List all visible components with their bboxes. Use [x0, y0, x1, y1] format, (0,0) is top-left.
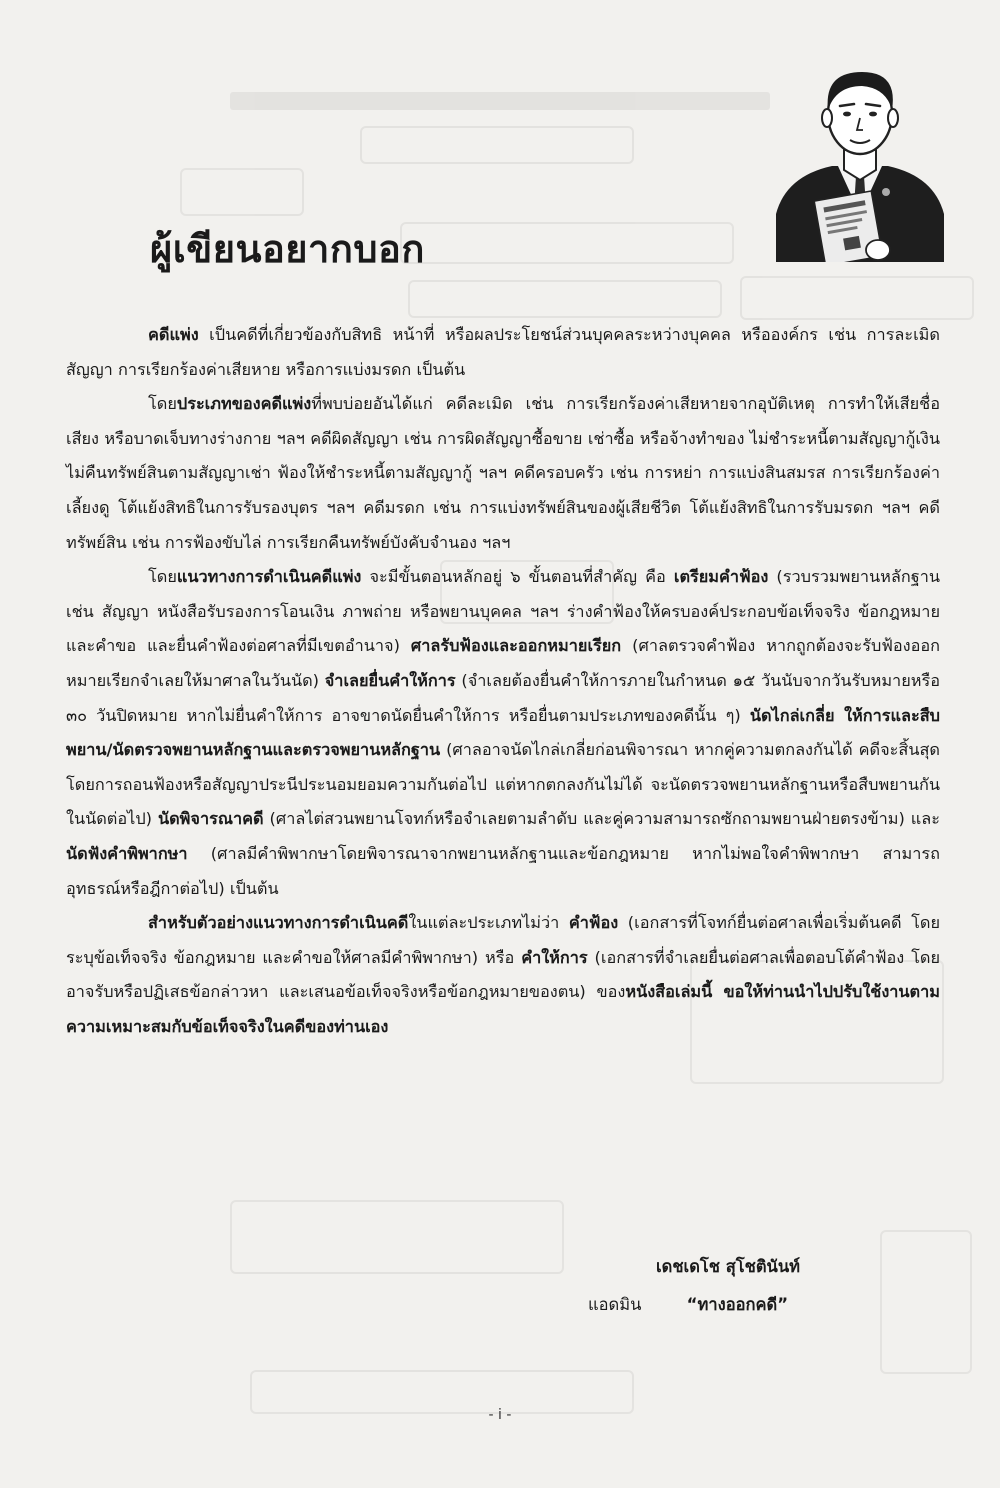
author-name: เดชเดโช สุโชตินันท์: [656, 1257, 800, 1276]
author-role-line: [588, 1292, 788, 1318]
body-text: (ศาลมีคำพิพากษาโดยพิจารณาจากพยานหลักฐานและข้อกฎหมาย หากไม่พอใจคำพิพากษา สามารถอุทธรณ์หรือฎีกาต่อไป) เป็นต้น: [66, 843, 940, 898]
body-text: จะมีขั้นตอนหลักอยู่ ๖ ขั้นตอนที่สำคัญ คือ: [361, 567, 674, 587]
bold-text: หนังสือเล่มนี้ ขอให้ท่านนำไปปรับใช้งานตามความเหมาะสมกับข้อเท็จจริงในคดีของท่านเอง: [66, 982, 940, 1036]
body-text: ที่พบบ่อยอันได้แก่ คดีละเมิด เช่น การเรียกร้องค่าเสียหายจากอุบัติเหตุ การทำให้เสียชื่อเสียง หรือบาดเจ็บทางร่างกาย ฯลฯ คดีผิดสัญญา เช่น การผิดสัญญาซื้อขาย เช่าซื้อ หรือจ้างทำของ ไม่ชำระหนี้ตามสัญญากู้เงิน ไม่คืนทรัพย์สินตามสัญญาเช่า ฟ้องให้ชำระหนี้ตามสัญญากู้ ฯลฯ คดีครอบครัว เช่น การหย่า การแบ่งสินสมรส การเรียกร้องค่าเลี้ยงดู โต้แย้งสิทธิในการรับรองบุตร ฯลฯ คดีมรดก เช่น การแบ่งทรัพย์สินของผู้เสียชีวิต โต้แย้งสิทธิในการรับมรดก ฯลฯ คดีทรัพย์สิน เช่น การฟ้องขับไล่ การเรียกคืนทรัพย์บังคับจำนอง ฯลฯ: [66, 394, 940, 552]
paragraph: [66, 560, 940, 906]
channel-name: “ทางออกคดี”: [686, 1295, 789, 1314]
body-text: โดย: [148, 394, 177, 414]
body-text: (จำเลยต้องยื่นคำให้การภายในกำหนด ๑๕ วันนับจากวันรับหมายหรือ ๓๐ วันปิดหมาย หากไม่ยื่นคำให้การ อาจขาดนัดยื่นคำให้การ หรือยื่นตามประเภทของคดีนั้น ๆ): [66, 670, 940, 725]
body-text: (รวบรวมพยานหลักฐาน เช่น สัญญา หนังสือรับรองการโอนเงิน ภาพถ่าย หรือพยานบุคคล ฯลฯ ร่างคำฟ้องให้ครบองค์ประกอบข้อเท็จจริง ข้อกฎหมาย และคำขอ และยื่นคำฟ้องต่อศาลที่มีเขตอำนาจ): [66, 567, 940, 656]
body-text: โดย: [148, 567, 177, 587]
foreword-body: [66, 318, 940, 1044]
page-heading: ผู้เขียนอยากบอก: [150, 227, 425, 271]
bold-text: แนวทางการดำเนินคดีแพ่ง: [176, 567, 362, 587]
bold-text: นัดพิจารณาคดี: [157, 809, 264, 829]
bold-text: จำเลยยื่นคำให้การ: [324, 670, 456, 690]
body-text: (เอกสารที่โจทก์ยื่นต่อศาลเพื่อเริ่มต้นคดี โดยระบุข้อเท็จจริง ข้อกฎหมาย และคำขอให้ศาลมีคำพิพากษา) หรือ: [66, 913, 940, 967]
bold-text: นัดไกล่เกลี่ย ให้การและสืบพยาน/นัดตรวจพยานหลักฐานและตรวจพยานหลักฐาน: [66, 705, 941, 760]
body-text: (ศาลอาจนัดไกล่เกลี่ยก่อนพิจารณา หากคู่ความตกลงกันได้ คดีจะสิ้นสุดโดยการถอนฟ้องหรือสัญญาประนีประนอมยอมความกันต่อไป แต่หากตกลงกันไม่ได้ จะนัดตรวจพยานหลักฐานหรือสืบพยานกันในนัดต่อไป): [66, 740, 940, 829]
body-text: เป็นคดีที่เกี่ยวข้องกับสิทธิ หน้าที่ หรือผลประโยชน์ส่วนบุคคลระหว่างบุคคล หรือองค์กร เช่น การละเมิดสัญญา การเรียกร้องค่าเสียหาย หรือการแบ่งมรดก เป็นต้น: [66, 325, 940, 379]
bold-text: สำหรับตัวอย่างแนวทางการดำเนินคดี: [148, 913, 409, 933]
bold-text: เตรียมคำฟ้อง: [673, 567, 769, 587]
bold-text: คำให้การ: [521, 947, 588, 967]
paragraph: [66, 318, 940, 387]
author-portrait-illustration: [776, 64, 944, 262]
bold-text: คำฟ้อง: [568, 913, 619, 933]
author-role: แอดมิน: [588, 1295, 642, 1314]
bold-text: ศาลรับฟ้องและออกหมายเรียก: [410, 636, 622, 656]
body-text: (ศาลตรวจคำฟ้อง หากถูกต้องจะรับฟ้องออกหมายเรียกจำเลยให้มาศาลในวันนัด): [66, 636, 940, 690]
paragraph: [66, 906, 940, 1044]
body-text: ในแต่ละประเภทไม่ว่า: [408, 913, 569, 933]
page-number: - i -: [488, 1407, 512, 1423]
body-text: (ศาลไต่สวนพยานโจทก์หรือจำเลยตามลำดับ และคู่ความสามารถซักถามพยานฝ่ายตรงข้าม) และ: [263, 809, 940, 829]
bold-text: ประเภทของคดีแพ่ง: [176, 394, 312, 414]
paragraph: [66, 387, 940, 560]
bold-text: นัดฟังคำพิพากษา: [66, 843, 188, 863]
body-text: (เอกสารที่จำเลยยื่นต่อศาลเพื่อตอบโต้คำฟ้อง โดยอาจรับหรือปฏิเสธข้อกล่าวหา และเสนอข้อเท็จจริงหรือข้อกฎหมายของตน) ของ: [66, 947, 940, 1002]
bold-text: คดีแพ่ง: [148, 325, 199, 344]
